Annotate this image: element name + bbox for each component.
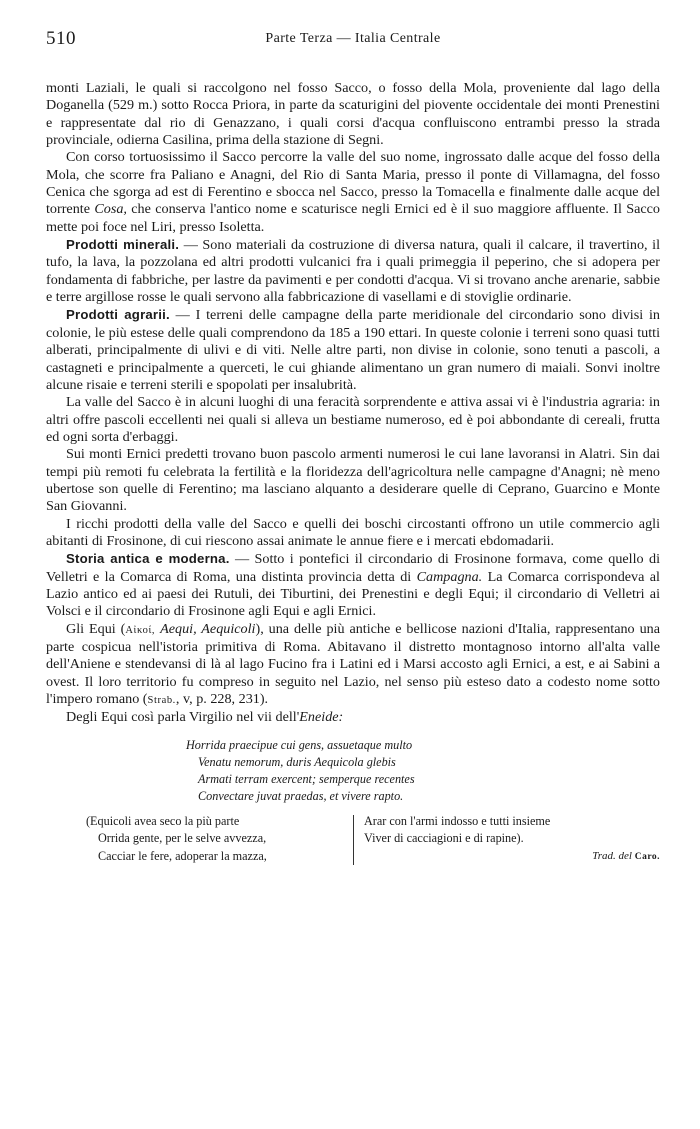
paragraph-10 — [46, 709, 660, 726]
verse-line: Armati terram exercent; semperque recentes — [198, 771, 415, 786]
translation-credit — [364, 848, 660, 867]
running-title: Parte Terza — Italia Centrale — [265, 31, 441, 46]
citation-strabo: Strab. — [147, 695, 176, 707]
paragraph-agrarian-products — [46, 306, 660, 394]
translation-line: Cacciar le fere, adoperar la mazza, — [98, 848, 267, 863]
torrent-name-cosa: Cosa, — [94, 201, 127, 218]
paragraph-9-text-b: ), una delle più antiche e bellicose nazioni d'Italia, rappresentano una parte cospicua nell'istoria primitiva di Roma. Abitavano il distretto montagnoso intorno all'alta valle dell'Aniene e stendevansi di là al lago Fucino fra i Latini ed i Marsi accosto agli Ernici, a est, e ai Sabini a ovest. Il loro territorio fu compreso in seguito nel Lazio, nel senso più esteso dato a codesto nome sotto l'impero romano ( — [46, 620, 660, 708]
translation-left-column — [86, 813, 348, 866]
paragraph-2 — [46, 149, 660, 236]
translation-line: (Equicoli avea seco la più parte — [86, 813, 240, 828]
translation-line: Viver di cacciagioni e di rapine). — [364, 831, 524, 846]
paragraph-9-text-a: Gli Equi ( — [66, 620, 126, 637]
verse-line: Convectare juvat praedas, et vivere rapto. — [198, 788, 404, 803]
paragraph-2-text-b: che conserva l'antico nome e scaturisce negli Ernici ed è il suo maggiore affluente. Il Sacco mette poi foce nel Liri, presso Isoletta. — [46, 201, 660, 235]
credit-prefix: Trad. del — [592, 849, 632, 862]
paragraph-2-text-a: Con corso tortuosissimo il Sacco percorre la valle del suo nome, ingrossato dalle acque del fosso della Mola, che scorre fra Paliano e Anagni, del Rio di Santa Maria, presso il ponte di Villamagna, del fosso Cenica che sgorga ad est di Ferentino e sbocca nel Sacco, presso la Tomacella e finalmente dalle acque del torrente — [46, 149, 660, 218]
latin-verse — [186, 737, 660, 805]
paragraph-8-text-b: La Comarca corrispondeva al Lazio antico ed ai paesi dei Rutuli, dei Tiburtini, dei Prenestini e degli Equi; il circondario di Velletri ai Volsci e il circondario di Frosinone agli Equi e agli Ernici. — [46, 568, 660, 620]
translation-line: Orrida gente, per le selve avvezza, — [98, 831, 267, 846]
translation-line: Arar con l'armi indosso e tutti insieme — [364, 813, 551, 828]
paragraph-history — [46, 550, 660, 620]
paragraph-7: I ricchi prodotti della valle del Sacco e quelli dei boschi circostanti offrono un utile commercio agli abitanti di Frosinone, di cui riescono assai animate le annue fiere e i mercati ebdomadarii. — [46, 515, 660, 549]
paragraph-6: Sui monti Ernici predetti trovano buon pascolo armenti numerosi le cui lane lavoransi in Alatri. Sin dai tempi più remoti fu celebrata la fertilità e la floridezza dell'agricoltura nelle campagne d'Anagni; nè meno ubertose son quelle di Ferentino; ma lasciano alquanto a desiderare quelle di Ceprano, Guarcino e Monte San Giovanni. — [46, 446, 660, 515]
verse-translation — [46, 813, 660, 867]
credit-translator: Caro. — [634, 851, 660, 862]
paragraph-8-text-a: — Sotto i pontefici il circondario di Frosinone formava, come quello di Velletri e la Comarca di Roma, una distinta provincia detta di — [46, 551, 660, 585]
paragraph-9 — [46, 621, 660, 710]
section-lead-history: Storia antica e moderna. — [66, 551, 230, 567]
latin-names: Aequi, Aequicoli — [155, 620, 256, 637]
running-head — [46, 28, 660, 52]
province-name-campagna: Campagna. — [416, 568, 483, 585]
page-number: 510 — [46, 28, 76, 49]
paragraph-10-text-a: Degli Equi così parla Virgilio nel vii dell' — [66, 709, 300, 726]
paragraph-4-text: — I terreni delle campagne della parte meridionale del circondario sono divisi in colonie, le più estese delle quali comprendono da 185 a 190 ettari. In queste colonie i terreni sono quasi tutti alberati, principalmente di ulivi e di viti. Nelle altre parti, non divise in colonie, sono tenuti a pascoli, a castagneti e principalmente a querceti, le cui ghiande alimentano un gran numero di maiali. Sonvi inoltre alcune risaie e terreni sterili e spopolati per insalubrità. — [46, 307, 660, 393]
section-lead-agrarian-products: Prodotti agrarii. — [66, 307, 170, 323]
section-lead-mineral-products: Prodotti minerali. — [66, 237, 180, 253]
paragraph-1: monti Laziali, le quali si raccolgono nel fosso Sacco, o fosso della Mola, proveniente dal lago della Doganella (529 m.) sotto Rocca Priora, in parte da scaturigini del piovente occidentale dei monti Prenestini e rappresentate dal rio di Genazzano, i quali corsi d'acqua confluiscono entrambi presso la strada provinciale, odierna Casilina, prima della stazione di Segni. — [46, 80, 660, 149]
work-title-eneide: Eneide: — [299, 709, 344, 726]
paragraph-3-text: — Sono materiali da costruzione di diversa natura, quali il calcare, il travertino, il tufo, la lava, la pozzolana ed altri prodotti vulcanici fra i quali primeggia il peperino, che si adopera per fondamenta di fabbriche, per lastre da pavimenti e per condotti d'acqua. Vi si trovano anche arenarie, sabbie e terre argillose rosse le quali servono alla fabbricazione di vasellami e di stoviglie ordinarie. — [46, 237, 661, 306]
body-text — [46, 80, 660, 867]
greek-name: Αἰκοί, — [125, 624, 156, 636]
paragraph-5: La valle del Sacco è in alcuni luoghi di una feracità sorprendente e attiva assai vi è l'industria agraria: in altri offre pascoli eccellenti nei quali si alleva un bestiame numeroso, ed è poi abbondante di cereali, frutta ed ogni sorta d'erbaggi. — [46, 394, 660, 445]
column-divider — [353, 815, 354, 865]
verse-line: Horrida praecipue cui gens, assuetaque multo — [186, 737, 413, 752]
verse-line: Venatu nemorum, duris Aequicola glebis — [198, 754, 396, 769]
paragraph-9-text-c: , v, p. 228, 231). — [175, 691, 269, 708]
translation-right-column — [364, 813, 660, 867]
paragraph-mineral-products — [46, 236, 660, 306]
